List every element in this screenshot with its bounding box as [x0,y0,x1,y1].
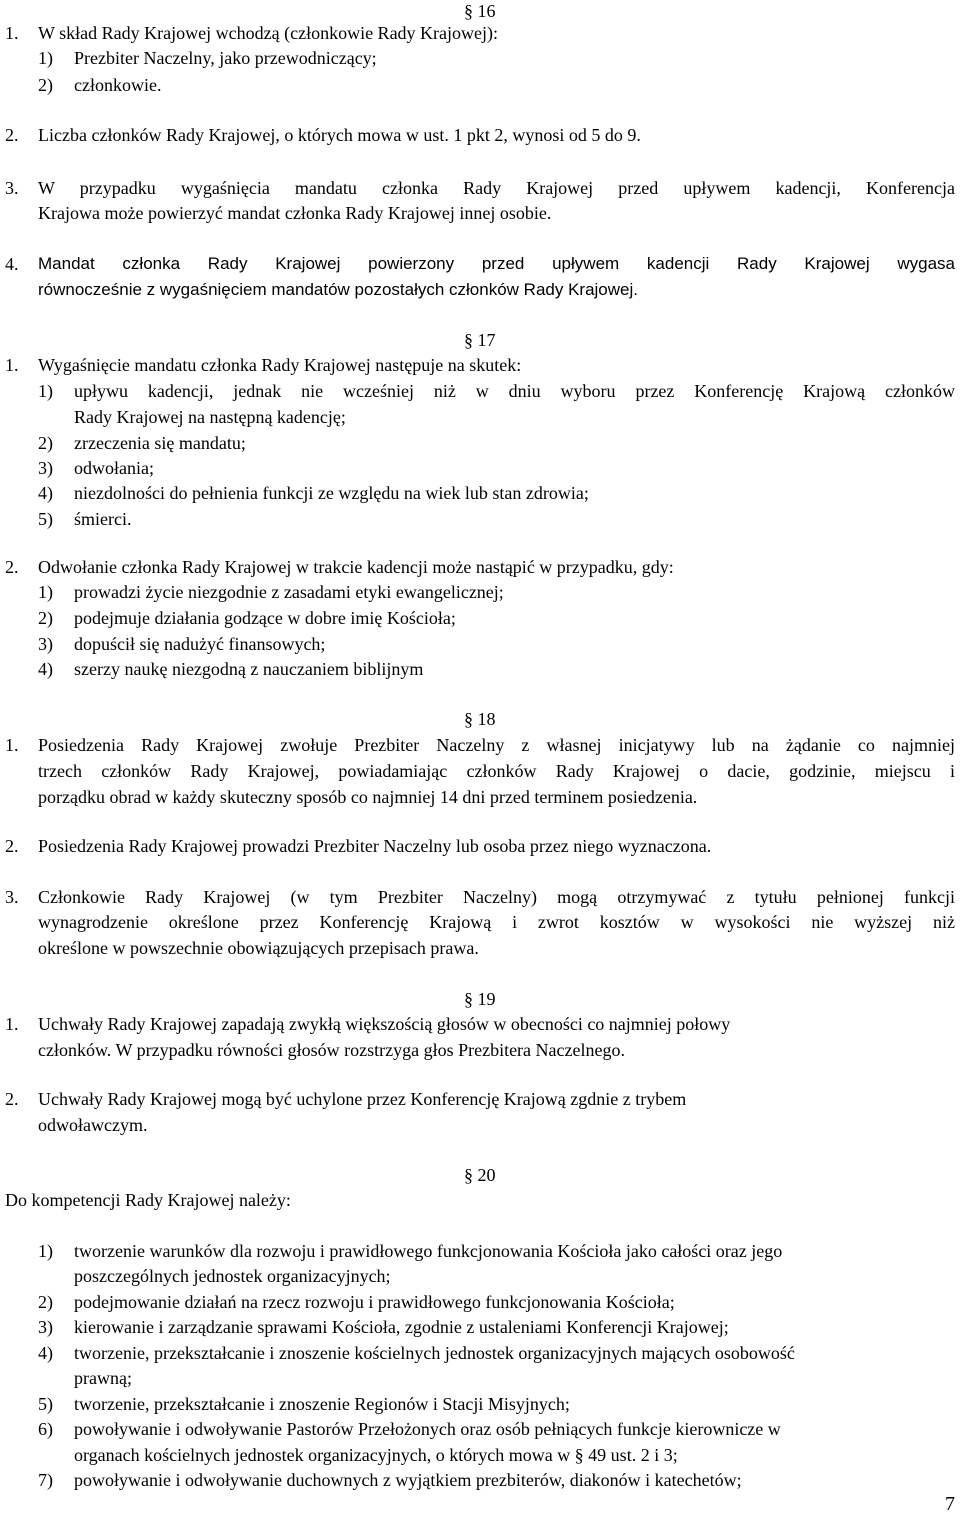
list-item-number: 1) [38,48,53,68]
list-item-number: 5) [38,509,53,529]
list-item-text: niezdolności do pełnienia funkcji ze względu na wiek lub stan zdrowia; [74,483,589,503]
list-item-number: 7) [38,1470,53,1490]
list-item-text: organach kościelnych jednostek organizacyjnych, o których mowa w § 49 ust. 2 i 3; [74,1445,678,1465]
list-item-number: 6) [38,1419,53,1439]
list-item-text: powoływanie i odwoływanie duchownych z wyjątkiem prezbiterów, diakonów i katechetów; [74,1470,742,1490]
paragraph-number: 2. [5,125,19,145]
list-item-number: 3) [38,634,53,654]
paragraph-text: Wygaśnięcie mandatu członka Rady Krajowej następuje na skutek: [38,355,522,375]
paragraph-text: określone w powszechnie obowiązujących przepisach prawa. [38,938,479,958]
list-item-text: odwołania; [74,458,154,478]
list-item-text: tworzenie, przekształcanie i znoszenie Regionów i Stacji Misyjnych; [74,1394,570,1414]
list-item-number: 4) [38,483,53,503]
list-item-text: szerzy naukę niezgodną z nauczaniem biblijnym [74,659,424,679]
paragraph-number: 1. [5,735,19,755]
list-item-number: 4) [38,1343,53,1363]
paragraph-number: 3. [5,887,19,907]
list-item-number: 3) [38,1317,53,1337]
paragraph-text: członków. W przypadku równości głosów rozstrzyga głos Prezbitera Naczelnego. [38,1040,625,1060]
list-item-number: 2) [38,1292,53,1312]
list-item-text: prawną; [74,1368,132,1388]
list-item-text: dopuścił się nadużyć finansowych; [74,634,326,654]
paragraph-number: 2. [5,836,19,856]
list-item-text: tworzenie, przekształcanie i znoszenie kościelnych jednostek organizacyjnych mających osobowość [74,1343,795,1363]
paragraph-number: 4. [5,254,19,274]
section-heading-18: § 18 [464,709,496,729]
paragraph-text: porządku obrad w każdy skuteczny sposób co najmniej 14 dni przed terminem posiedzenia. [38,787,698,807]
section-heading-19: § 19 [464,989,496,1009]
paragraph-text: Członkowie Rady Krajowej (w tym Prezbiter Naczelny) mogą otrzymywać z tytułu pełnionej funkcji [38,887,955,907]
list-item-number: 1) [38,1241,53,1261]
paragraph-text: W skład Rady Krajowej wchodzą (członkowie Rady Krajowej): [38,23,499,43]
paragraph-text: Posiedzenia Rady Krajowej prowadzi Prezbiter Naczelny lub osoba przez niego wyznaczona. [38,836,712,856]
list-item-text: Rady Krajowej na następną kadencję; [74,407,346,427]
list-item-text: prowadzi życie niezgodnie z zasadami etyki ewangelicznej; [74,582,504,602]
list-item-number: 5) [38,1394,53,1414]
paragraph-text: Uchwały Rady Krajowej zapadają zwykłą większością głosów w obecności co najmniej połowy [38,1014,731,1034]
list-item-text: Prezbiter Naczelny, jako przewodniczący; [74,48,377,68]
list-item-number: 1) [38,381,53,401]
paragraph-number: 1. [5,1014,19,1034]
paragraph-text: trzech członków Rady Krajowej, powiadamiając członków Rady Krajowej o dacie, godzinie, miejscu i [38,761,955,781]
list-item-text: członkowie. [74,75,162,95]
section-heading-20: § 20 [464,1165,496,1185]
paragraph-number: 2. [5,1089,19,1109]
list-item-number: 1) [38,582,53,602]
list-item-text: poszczególnych jednostek organizacyjnych; [74,1266,391,1286]
list-item-number: 4) [38,659,53,679]
paragraph-number: 2. [5,557,19,577]
paragraph-text: wynagrodzenie określone przez Konferencję Krajową i zwrot kosztów w wysokości nie wyższej niż [38,912,955,932]
page-number: 7 [945,1493,955,1515]
paragraph-text: Odwołanie członka Rady Krajowej w trakcie kadencji może nastąpić w przypadku, gdy: [38,557,674,577]
list-item-number: 2) [38,433,53,453]
paragraph-text: równocześnie z wygaśnięciem mandatów pozostałych członków Rady Krajowej. [38,280,638,299]
paragraph-text: Posiedzenia Rady Krajowej zwołuje Prezbiter Naczelny z własnej inicjatywy lub na żądanie co najmniej [38,735,955,755]
paragraph-number: 1. [5,355,19,375]
list-item-number: 3) [38,458,53,478]
paragraph-text: Uchwały Rady Krajowej mogą być uchylone przez Konferencję Krajową zgdnie z trybem [38,1089,687,1109]
paragraph-text: Mandat członka Rady Krajowej powierzony przed upływem kadencji Rady Krajowej wygasa [38,254,955,273]
paragraph-text: Krajowa może powierzyć mandat członka Rady Krajowej innej osobie. [38,203,552,223]
list-item-text: podejmuje działania godzące w dobre imię Kościoła; [74,608,456,628]
list-item-text: kierowanie i zarządzanie sprawami Kościoła, zgodnie z ustaleniami Konferencji Krajowej; [74,1317,729,1337]
list-item-text: zrzeczenia się mandatu; [74,433,246,453]
section-heading-16: § 16 [464,1,496,21]
section-intro: Do kompetencji Rady Krajowej należy: [5,1190,291,1210]
paragraph-text: Liczba członków Rady Krajowej, o których mowa w ust. 1 pkt 2, wynosi od 5 do 9. [38,125,641,145]
list-item-text: upływu kadencji, jednak nie wcześniej niż w dniu wyboru przez Konferencję Krajową członków [74,381,955,401]
paragraph-text: odwoławczym. [38,1115,148,1135]
list-item-text: podejmowanie działań na rzecz rozwoju i prawidłowego funkcjonowania Kościoła; [74,1292,675,1312]
list-item-text: tworzenie warunków dla rozwoju i prawidłowego funkcjonowania Kościoła jako całości oraz jego [74,1241,783,1261]
section-heading-17: § 17 [464,330,496,350]
paragraph-number: 3. [5,178,19,198]
list-item-text: śmierci. [74,509,132,529]
list-item-number: 2) [38,608,53,628]
paragraph-text: W przypadku wygaśnięcia mandatu członka Rady Krajowej przed upływem kadencji, Konferencja [38,178,955,198]
list-item-text: powoływanie i odwoływanie Pastorów Przełożonych oraz osób pełniących funkcje kierownicze w [74,1419,781,1439]
list-item-number: 2) [38,75,53,95]
paragraph-number: 1. [5,23,19,43]
